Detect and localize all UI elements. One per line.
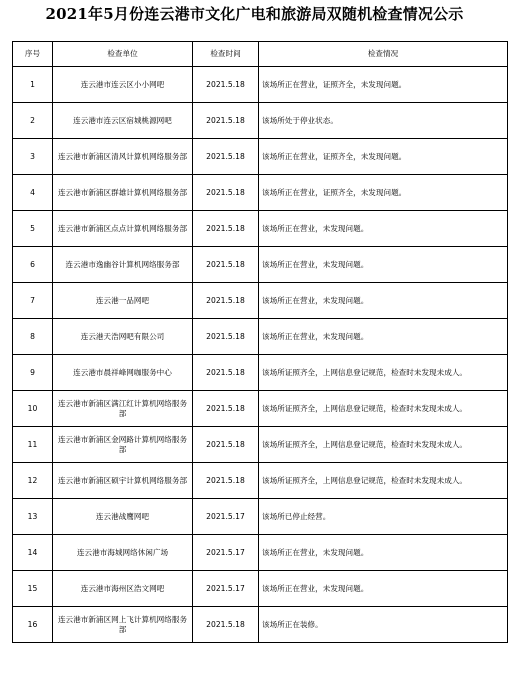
row-time: 2021.5.18: [193, 67, 259, 103]
row-result: 该场所正在营业，证照齐全，未发现问题。: [259, 175, 508, 211]
row-index: 9: [13, 355, 53, 391]
row-index: 7: [13, 283, 53, 319]
row-index: 11: [13, 427, 53, 463]
table-row: [13, 67, 508, 103]
row-unit: 连云港天浩网吧有限公司: [53, 319, 193, 355]
table-row: [13, 103, 508, 139]
row-index: 5: [13, 211, 53, 247]
row-index: 1: [13, 67, 53, 103]
row-time: 2021.5.17: [193, 571, 259, 607]
row-result: 该场所证照齐全，上网信息登记规范，检查时未发现未成人。: [259, 427, 508, 463]
header-index: 序号: [13, 42, 53, 67]
table-row: [13, 319, 508, 355]
table-row: [13, 427, 508, 463]
row-result: 该场所正在营业，未发现问题。: [259, 535, 508, 571]
row-result: 该场所正在营业，未发现问题。: [259, 247, 508, 283]
row-time: 2021.5.18: [193, 427, 259, 463]
row-result: 该场所证照齐全，上网信息登记规范，检查时未发现未成人。: [259, 355, 508, 391]
row-unit: 连云港市新浦区金网路计算机网络服务部: [53, 427, 193, 463]
table-row: [13, 211, 508, 247]
row-time: 2021.5.18: [193, 355, 259, 391]
row-index: 14: [13, 535, 53, 571]
header-unit: 检查单位: [53, 42, 193, 67]
row-result: 该场所正在营业，证照齐全，未发现问题。: [259, 139, 508, 175]
row-index: 12: [13, 463, 53, 499]
page-title: 2021年5月份连云港市文化广电和旅游局双随机检查情况公示: [45, 5, 464, 23]
row-time: 2021.5.17: [193, 499, 259, 535]
row-result: 该场所已停止经营。: [259, 499, 508, 535]
row-result: 该场所处于停业状态。: [259, 103, 508, 139]
row-result: 该场所正在营业，未发现问题。: [259, 571, 508, 607]
row-unit: 连云港一品网吧: [53, 283, 193, 319]
row-time: 2021.5.18: [193, 211, 259, 247]
row-result: 该场所证照齐全，上网信息登记规范，检查时未发现未成人。: [259, 391, 508, 427]
row-unit: 连云港市新浦区清风计算机网络服务部: [53, 139, 193, 175]
row-result: 该场所证照齐全，上网信息登记规范，检查时未发现未成人。: [259, 463, 508, 499]
row-time: 2021.5.18: [193, 247, 259, 283]
table-row: [13, 391, 508, 427]
row-time: 2021.5.18: [193, 607, 259, 643]
header-time: 检查时间: [193, 42, 259, 67]
table-header-row: [13, 42, 508, 67]
header-result: 检查情况: [259, 42, 508, 67]
row-unit: 连云港市逸幽谷计算机网络服务部: [53, 247, 193, 283]
row-unit: 连云港市晨祥峰网咖服务中心: [53, 355, 193, 391]
row-index: 3: [13, 139, 53, 175]
table-body: [13, 67, 508, 643]
row-time: 2021.5.18: [193, 463, 259, 499]
table-row: [13, 139, 508, 175]
table-row: [13, 571, 508, 607]
row-unit: 连云港市海州区浩文网吧: [53, 571, 193, 607]
row-index: 4: [13, 175, 53, 211]
row-unit: 连云港市新浦区点点计算机网络服务部: [53, 211, 193, 247]
table-row: [13, 463, 508, 499]
row-result: 该场所正在营业，证照齐全，未发现问题。: [259, 67, 508, 103]
table-row: [13, 175, 508, 211]
table-row: [13, 499, 508, 535]
row-unit: 连云港战鹰网吧: [53, 499, 193, 535]
row-time: 2021.5.18: [193, 175, 259, 211]
row-result: 该场所正在营业，未发现问题。: [259, 319, 508, 355]
row-index: 15: [13, 571, 53, 607]
row-index: 16: [13, 607, 53, 643]
table-row: [13, 247, 508, 283]
row-result: 该场所正在营业，未发现问题。: [259, 283, 508, 319]
row-time: 2021.5.18: [193, 391, 259, 427]
row-time: 2021.5.18: [193, 319, 259, 355]
row-time: 2021.5.17: [193, 535, 259, 571]
row-time: 2021.5.18: [193, 103, 259, 139]
row-time: 2021.5.18: [193, 139, 259, 175]
row-index: 6: [13, 247, 53, 283]
inspection-table: [12, 41, 508, 643]
table-row: [13, 283, 508, 319]
row-unit: 连云港市海城网络休闲广场: [53, 535, 193, 571]
table-row: [13, 607, 508, 643]
table-row: [13, 535, 508, 571]
row-unit: 连云港市连云区宿城桃源网吧: [53, 103, 193, 139]
row-time: 2021.5.18: [193, 283, 259, 319]
row-unit: 连云港市新浦区满江红计算机网络服务部: [53, 391, 193, 427]
row-result: 该场所正在装修。: [259, 607, 508, 643]
row-index: 8: [13, 319, 53, 355]
row-index: 13: [13, 499, 53, 535]
row-unit: 连云港市新浦区硕宇计算机网络服务部: [53, 463, 193, 499]
row-index: 10: [13, 391, 53, 427]
row-index: 2: [13, 103, 53, 139]
row-unit: 连云港市新浦区网上飞计算机网络服务部: [53, 607, 193, 643]
row-unit: 连云港市连云区小小网吧: [53, 67, 193, 103]
table-row: [13, 355, 508, 391]
row-unit: 连云港市新浦区群雄计算机网络服务部: [53, 175, 193, 211]
row-result: 该场所正在营业，未发现问题。: [259, 211, 508, 247]
